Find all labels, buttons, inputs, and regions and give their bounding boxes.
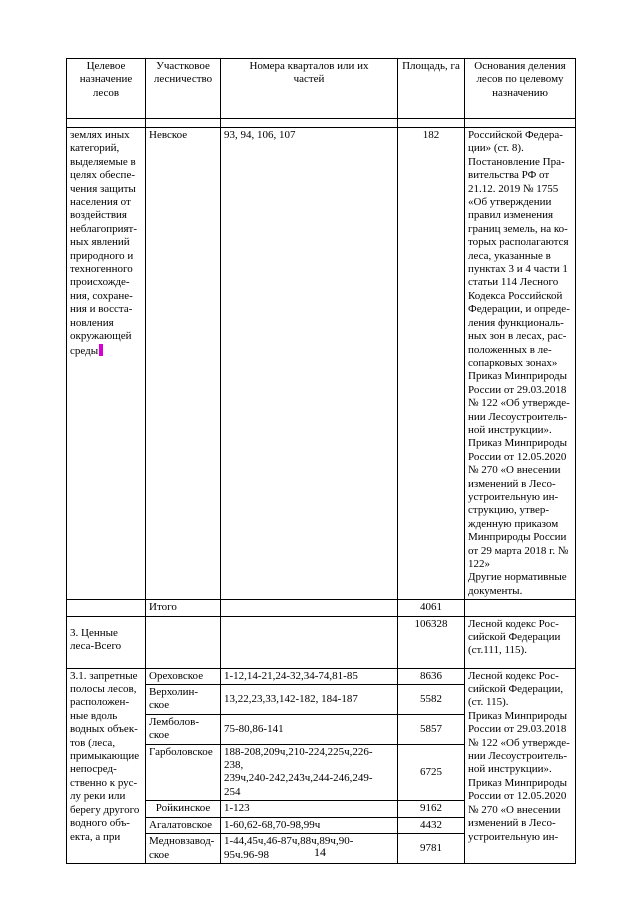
header-gap-row xyxy=(67,119,576,128)
header-quarters: Номера кварталов или их частей xyxy=(221,59,398,119)
valuable-forests-row xyxy=(67,616,576,668)
quarters-cell: 13,22,23,33,142-182, 184-187 xyxy=(221,685,398,715)
valuable-label: 3. Ценные леса-Всего xyxy=(67,616,146,668)
total-area: 4061 xyxy=(398,600,465,616)
header-basis: Основания деления лесов по целевому назначению xyxy=(465,59,576,119)
area-cell: 8636 xyxy=(398,668,465,684)
area-cell: 5857 xyxy=(398,714,465,744)
area-cell: 9162 xyxy=(398,801,465,817)
forestry-cell: Ореховское xyxy=(146,668,221,684)
quarters-cell: 1-44,45ч,46-87ч,88ч,89ч,90- 95ч.96-98 xyxy=(221,834,398,864)
area-cell: 182 xyxy=(398,128,465,600)
quarters-cell: 93, 94, 106, 107 xyxy=(221,128,398,600)
forestry-cell: Ройкинское xyxy=(146,801,221,817)
area-cell: 5582 xyxy=(398,685,465,715)
purpose-cell: землях иных категорий, выделяемые в целях обеспе- чения защиты населения от воздействия неблагоприят- ных явлений природного и техногенного происхожде- ния, сохране- ния и восста- новления окружающей среды xyxy=(67,128,146,600)
table-row xyxy=(67,668,576,684)
area-cell: 9781 xyxy=(398,834,465,864)
table-header-row xyxy=(67,59,576,119)
strips-basis: Лесной кодекс Рос- сийской Федерации, (ст. 115). Приказ Минприроды России от 29.03.2018 № 122 «Об утвержде- нии Лесоустроитель- ной инструкции». Приказ Минприроды России от 12.05.2020 № 270 «О внесении изменений в Лесо- устроительную ин- xyxy=(465,668,576,863)
quarters-cell: 75-80,86-141 xyxy=(221,714,398,744)
forestry-cell: Лемболов- ское xyxy=(146,714,221,744)
area-cell: 4432 xyxy=(398,817,465,833)
forestry-cell: Невское xyxy=(146,128,221,600)
valuable-basis: Лесной кодекс Рос- сийской Федерации (ст.111, 115). xyxy=(465,616,576,668)
total-row xyxy=(67,600,576,616)
strips-purpose: 3.1. запретные полосы лесов, расположен- ные вдоль водных объек- тов (леса, примыкающие непосред- ственно к рус- лу реки или берегу другого водного объ- екта, а при xyxy=(67,668,146,863)
highlight-marker xyxy=(99,344,103,356)
quarters-cell: 1-123 xyxy=(221,801,398,817)
quarters-cell: 1-60,62-68,70-98,99ч xyxy=(221,817,398,833)
quarters-cell: 188-208,209ч,210-224,225ч,226- 238, 239ч,240-242,243ч,244-246,249- 254 xyxy=(221,744,398,801)
forestry-cell: Медновзавод- ское xyxy=(146,834,221,864)
quarters-cell: 1-12,14-21,24-32,34-74,81-85 xyxy=(221,668,398,684)
table-row xyxy=(67,128,576,600)
forest-purpose-table xyxy=(66,58,576,864)
forestry-cell: Агалатовское xyxy=(146,817,221,833)
page-number: 14 xyxy=(314,845,326,859)
valuable-area: 106328 xyxy=(398,616,465,668)
header-purpose: Целевое назначение лесов xyxy=(67,59,146,119)
header-forestry: Участковое лесничество xyxy=(146,59,221,119)
total-label: Итого xyxy=(146,600,221,616)
forestry-cell: Верхолин- ское xyxy=(146,685,221,715)
basis-cell: Российской Федера- ции» (ст. 8). Постановление Пра- вительства РФ от 21.12. 2019 № 1755 «Об утверждении правил изменения границ земель, на ко- торых располагаются леса, указанные в пунктах 3 и 4 части 1 статьи 114 Лесного Кодекса Российской Федерации, и опреде- ления функциональ- ных зон в лесах, рас- положенных в ле- сопарковых зонах» Приказ Минприроды России от 29.03.2018 № 122 «Об утвержде- нии Лесоустроитель- ной инструкции». Приказ Минприроды России от 12.05.2020 № 270 «О внесении изменений в Лесо- устроительную ин- струкцию, утвер- жденную приказом Минприроды России от 29 марта 2018 г. № 122» Другие нормативные документы. xyxy=(465,128,576,600)
forestry-cell: Гарболовское xyxy=(146,744,221,801)
header-area: Площадь, га xyxy=(398,59,465,119)
area-cell: 6725 xyxy=(398,744,465,801)
